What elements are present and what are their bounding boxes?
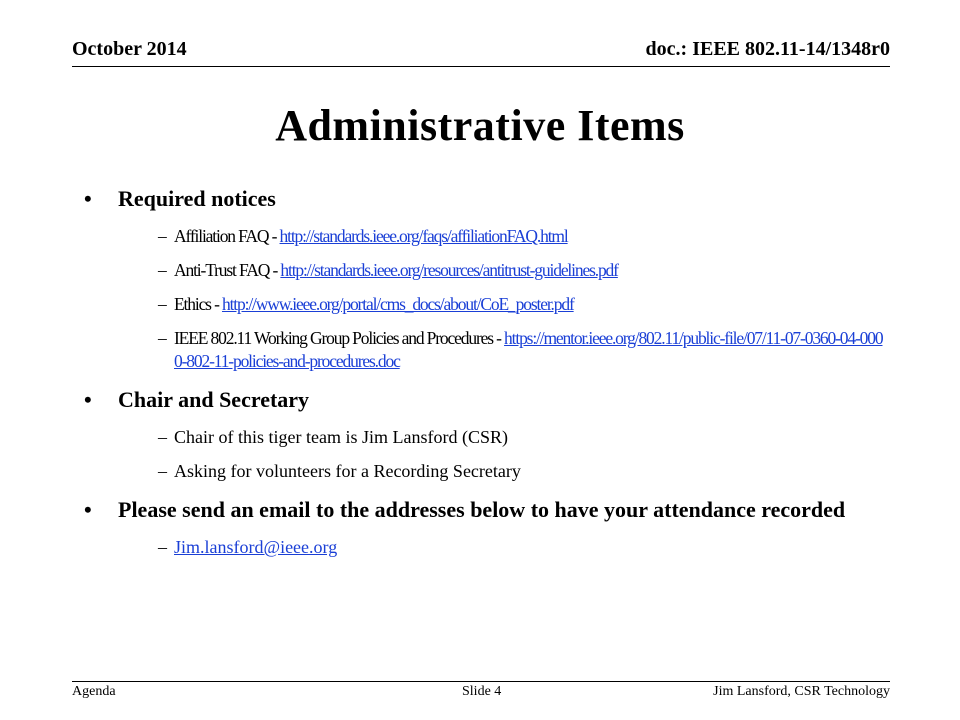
antitrust-faq-link[interactable]: http://standards.ieee.org/resources/antitrust-guidelines.pdf [280, 260, 618, 280]
bullet-dot: • [84, 387, 92, 412]
footer-agenda: Agenda [72, 684, 116, 699]
dash-marker: – [158, 328, 166, 348]
slide-content [84, 176, 884, 559]
dash-marker: – [158, 294, 166, 314]
ethics-link[interactable]: http://www.ieee.org/portal/cms_docs/about/CoE_poster.pdf [221, 294, 574, 314]
dash-marker: – [158, 427, 167, 447]
bullet-chair-secretary [84, 385, 884, 415]
bullet-heading: Chair and Secretary [118, 387, 310, 412]
bullet-dot: • [84, 497, 92, 522]
notice-label: Ethics - [174, 294, 222, 314]
header-doc-id: doc.: IEEE 802.11-14/1348r0 [645, 38, 890, 60]
notice-label: Anti-Trust FAQ - [174, 260, 281, 280]
dash-marker: – [158, 537, 167, 557]
bullet-heading: Please send an email to the addresses below to have your attendance recorded [118, 497, 846, 522]
chair-item [158, 426, 884, 449]
header-divider [72, 66, 890, 67]
notice-policies [158, 327, 884, 373]
email-item [158, 536, 884, 559]
chair-list [158, 426, 884, 483]
header-date: October 2014 [72, 38, 187, 60]
notice-label: IEEE 802.11 Working Group Policies and Procedures - [174, 328, 505, 348]
notices-list [158, 225, 884, 373]
affiliation-faq-link[interactable]: http://standards.ieee.org/faqs/affiliationFAQ.html [279, 226, 568, 246]
slide-title: Administrative Items [275, 101, 685, 150]
notice-ethics [158, 293, 884, 316]
footer-author: Jim Lansford, CSR Technology [713, 684, 890, 699]
notice-affiliation [158, 225, 884, 248]
bullet-heading: Required notices [118, 186, 276, 211]
attendance-list [158, 536, 884, 559]
dash-marker: – [158, 226, 166, 246]
notice-label: Affiliation FAQ - [174, 226, 280, 246]
dash-marker: – [158, 461, 167, 481]
policies-procedures-link[interactable]: https://mentor.ieee.org/802.11/public-file/07/11-07-0360-04-0000-802-11-policies-and-procedures.doc [174, 328, 883, 371]
secretary-item [158, 460, 884, 483]
secretary-text: Asking for volunteers for a Recording Secretary [174, 461, 521, 481]
bullet-dot: • [84, 186, 92, 211]
bullet-required-notices [84, 184, 884, 214]
footer-slide-number: Slide 4 [462, 684, 502, 699]
notice-antitrust [158, 259, 884, 282]
email-link[interactable]: Jim.lansford@ieee.org [174, 537, 338, 557]
dash-marker: – [158, 260, 166, 280]
chair-text: Chair of this tiger team is Jim Lansford (CSR) [174, 427, 508, 447]
footer-divider [72, 681, 890, 682]
bullet-attendance [84, 495, 884, 525]
